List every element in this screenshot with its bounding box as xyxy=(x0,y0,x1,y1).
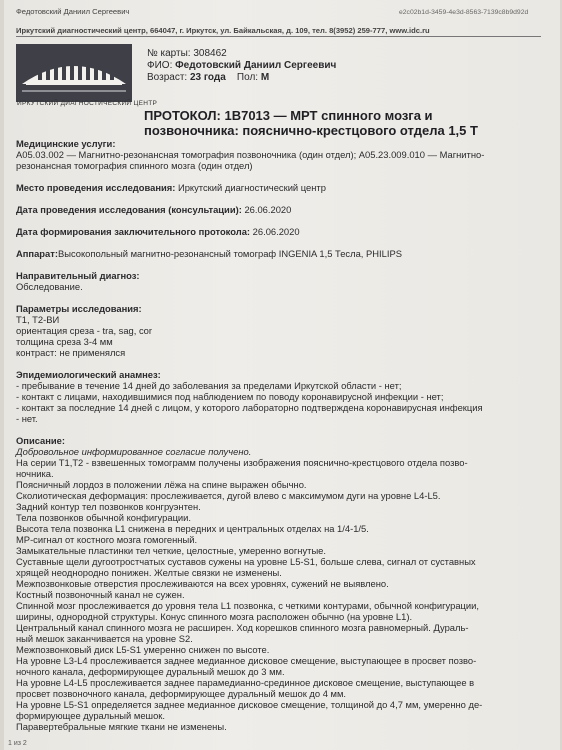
page-number: 1 из 2 xyxy=(8,740,27,747)
patient-name-row xyxy=(147,60,336,71)
description-section xyxy=(16,435,546,732)
protocol-title-line1: ПРОТОКОЛ: 1В7013 — МРТ спинного мозга и xyxy=(144,108,433,123)
description-line: Центральный канал спинного мозга не расширен. Ход корешков спинного мозга равномерный. Дураль- xyxy=(16,622,469,633)
description-line: Спинной мозг прослеживается до уровня тела L1 позвонка, с четкими контурами, обычной конфигурации, xyxy=(16,600,479,611)
document-id: e2c02b1d-3459-4e3d-8563-7139c8b9d92d xyxy=(399,9,529,16)
clinic-logo-icon xyxy=(16,44,132,102)
referral-section xyxy=(16,270,546,292)
place-row xyxy=(16,182,546,193)
description-line: ночника. xyxy=(16,468,54,479)
referral-label: Направительный диагноз: xyxy=(16,270,140,281)
report-date-value: 26.06.2020 xyxy=(252,226,300,237)
device-value: Высокопольный магнитно-резонансный томограф INGENIA 1,5 Тесла, PHILIPS xyxy=(57,248,402,259)
exam-date-value: 26.06.2020 xyxy=(244,204,292,215)
description-line: формирующее дуральный мешок. xyxy=(16,710,165,721)
patient-sex: М xyxy=(260,72,270,83)
description-line: Тела позвонков обычной конфигурации. xyxy=(16,512,192,523)
patient-age-sex-row xyxy=(147,72,269,83)
params-label: Параметры исследования: xyxy=(16,303,142,314)
description-line: Задний контур тел позвонков конгруэнтен. xyxy=(16,501,201,512)
exam-date-row xyxy=(16,204,546,215)
patient-age: 23 года xyxy=(189,72,226,83)
params-line: ориентация среза - tra, sag, cor xyxy=(16,325,152,336)
report-date-label: Дата формирования заключительного протокола: xyxy=(16,226,251,237)
services-line: резонансная томография спинного мозга (один отдел) xyxy=(16,160,253,171)
epid-section xyxy=(16,369,546,424)
patient-age-label: Возраст: xyxy=(147,72,188,83)
center-address-line: Иркутский диагностический центр, 664047, г. Иркутск, ул. Байкальская, д. 109, тел. 8(3952) 259-777, www.idc.ru xyxy=(16,26,430,35)
description-line: ширины, однородной структуры. Конус спинного мозга расположен обычно (на уровне L1). xyxy=(16,611,413,622)
epid-line: - контакт с лицами, находившимися под наблюдением по поводу коронавирусной инфекции - нет; xyxy=(16,391,444,402)
params-line: толщина среза 3-4 мм xyxy=(16,336,113,347)
consent-note: Добровольное информированное согласие получено. xyxy=(16,446,252,457)
description-line: На уровне L4-L5 прослеживается заднее парамедианно-срединное дисковое смещение, выступающее в xyxy=(16,677,475,688)
protocol-body xyxy=(16,138,546,732)
device-row xyxy=(16,248,546,259)
params-line: Т1, Т2-ВИ xyxy=(16,314,60,325)
services-section xyxy=(16,138,546,171)
description-line: На уровне L3-L4 прослеживается заднее медианное дисковое смещение, выступающее в просвет позво- xyxy=(16,655,477,666)
description-line: просвет позвоночного канала, деформирующее дуральный мешок до 4 мм. xyxy=(16,688,347,699)
header-doctor: Федотовский Даниил Сергеевич xyxy=(16,7,130,16)
epid-line: - нет. xyxy=(16,413,38,424)
patient-name: Федотовский Даниил Сергеевич xyxy=(175,60,337,71)
exam-date-label: Дата проведения исследования (консультации): xyxy=(16,204,242,215)
epid-line: - пребывание в течение 14 дней до заболевания за пределами Иркутской области - нет; xyxy=(16,380,402,391)
logo-caption: ИРКУТСКИЙ ДИАГНОСТИЧЕСКИЙ ЦЕНТР xyxy=(17,100,158,107)
header-divider xyxy=(16,36,541,37)
description-line: ночного канала, деформирующее дуральный мешок до 3 мм. xyxy=(16,666,285,677)
description-line: На уровне L5-S1 определяется заднее медианное дисковое смещение, толщиной до 4,7 мм, умеренно де- xyxy=(16,699,483,710)
description-label: Описание: xyxy=(16,435,66,446)
referral-value: Обследование. xyxy=(16,281,83,292)
services-line: А05.03.002 — Магнитно-резонансная томография позвоночника (один отдел); А05.23.009.010 — Магнитно- xyxy=(16,149,485,160)
place-value: Иркутский диагностический центр xyxy=(177,182,326,193)
report-date-row xyxy=(16,226,546,237)
description-line: Сколиотическая деформация: прослеживается, дугой влево с максимумом дуги на уровне L4-L5. xyxy=(16,490,441,501)
epid-line: - контакт за последние 14 дней с лицом, у которого лабораторно подтверждена коронавирусная инфекция xyxy=(16,402,483,413)
document-page xyxy=(4,0,560,750)
description-line: Замыкательные пластинки тел четкие, целостные, умеренно вогнутые. xyxy=(16,545,327,556)
patient-name-label: ФИО: xyxy=(147,60,173,71)
description-line: Суставные щели дугоотростчатых суставов сужены на уровне L5-S1, больше слева, сигнал от суставных xyxy=(16,556,476,567)
description-line: Костный позвоночный канал не сужен. xyxy=(16,589,185,600)
description-line: хрящей неоднородно понижен. Желтые связки не изменены. xyxy=(16,567,282,578)
description-line: Паравертебральные мягкие ткани не изменены. xyxy=(16,721,227,732)
description-line: Высота тела позвонка L1 снижена в передних и центральных отделах на 1/4-1/5. xyxy=(16,523,369,534)
description-line: Межпозвонковые отверстия прослеживаются на всех уровнях, сужений не выявлено. xyxy=(16,578,389,589)
protocol-title-line2: позвоночника: пояснично-крестцового отдела 1,5 Т xyxy=(144,123,478,138)
patient-sex-label: Пол: xyxy=(236,72,259,83)
patient-card-number: № карты: 308462 xyxy=(147,48,227,59)
description-line: На серии Т1,Т2 - взвешенных томограмм получены изображения пояснично-крестцового отдела позво- xyxy=(16,457,468,468)
epid-label: Эпидемиологический анамнез: xyxy=(16,369,161,380)
device-label: Аппарат: xyxy=(16,248,58,259)
params-section xyxy=(16,303,546,358)
description-line: Поясничный лордоз в положении лёжа на спине выражен обычно. xyxy=(16,479,307,490)
description-line: МР-сигнал от костного мозга гомогенный. xyxy=(16,534,198,545)
description-line: Межпозвонковый диск L5-S1 умеренно снижен по высоте. xyxy=(16,644,270,655)
place-label: Место проведения исследования: xyxy=(16,182,176,193)
description-line: ный мешок заканчивается на уровне S2. xyxy=(16,633,193,644)
params-line: контраст: не применялся xyxy=(16,347,126,358)
services-label: Медицинские услуги: xyxy=(16,138,116,149)
